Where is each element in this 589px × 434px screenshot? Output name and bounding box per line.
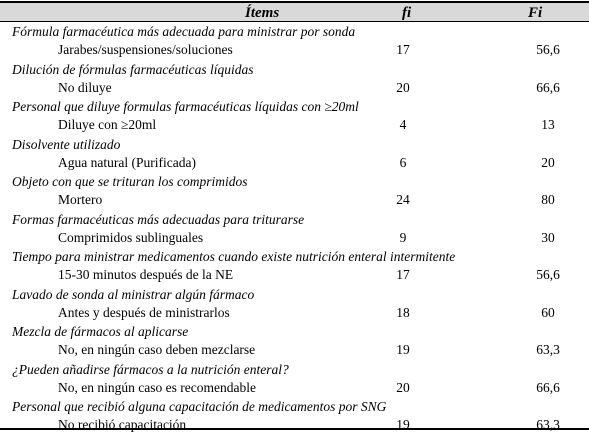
row-Fi-value: 20 xyxy=(541,154,555,170)
row-fi-value: 17 xyxy=(396,267,410,282)
row-Fi-value: 66,6 xyxy=(536,79,560,95)
table-header xyxy=(0,1,589,22)
row-title: Lavado de sonda al ministrar algún fármaco xyxy=(12,286,255,302)
row-title: Fórmula farmacéutica más adecuada para ministrar por sonda xyxy=(12,24,356,39)
row-fi-value: 20 xyxy=(396,79,410,95)
header-Fi: Fi xyxy=(528,5,543,21)
row-Fi-value: 56,6 xyxy=(536,42,560,57)
row-title: Personal que recibió alguna capacitación de medicamentos por SNG xyxy=(12,399,387,414)
row-fi-value: 24 xyxy=(396,192,410,207)
row-Fi-value: 30 xyxy=(541,229,555,245)
row-fi-value: 18 xyxy=(396,304,410,320)
row-Fi-value: 80 xyxy=(541,192,555,207)
row-answer: 15-30 minutos después de la NE xyxy=(58,267,234,282)
row-Fi-value: 66,6 xyxy=(536,379,560,395)
row-fi-value: 6 xyxy=(399,154,407,170)
row-answer: Mortero xyxy=(58,192,103,207)
header-fi: fi xyxy=(402,5,412,21)
row-fi-value: 4 xyxy=(399,117,407,132)
row-title: Mezcla de fármacos al aplicarse xyxy=(12,324,189,339)
row-answer: Diluye con ≥20ml xyxy=(58,117,157,132)
row-answer: No recibió capacitación xyxy=(58,417,187,432)
row-answer: No, en ningún caso es recomendable xyxy=(58,379,256,395)
row-Fi-value: 63,3 xyxy=(536,342,560,357)
row-answer: Antes y después de ministrarlos xyxy=(58,304,230,320)
row-Fi-value: 56,6 xyxy=(536,267,560,282)
row-answer: Comprimidos sublinguales xyxy=(58,229,204,245)
row-fi-value: 19 xyxy=(396,342,410,357)
bottom-rule xyxy=(0,428,589,430)
row-Fi-value: 63,3 xyxy=(536,417,560,432)
row-fi-value: 17 xyxy=(396,42,410,57)
row-fi-value: 9 xyxy=(399,229,407,245)
row-title: Tiempo para ministrar medicamentos cuando existe nutrición enteral intermitente xyxy=(12,249,456,264)
row-title: Personal que diluye formulas farmacéuticas líquidas con ≥20ml xyxy=(12,99,359,114)
row-title: Disolvente utilizado xyxy=(12,136,121,152)
row-fi-value: 20 xyxy=(396,379,410,395)
row-title: Formas farmacéuticas más adecuadas para triturarse xyxy=(12,211,305,227)
row-title: Objeto con que se trituran los comprimidos xyxy=(12,174,248,189)
row-fi-value: 19 xyxy=(396,417,410,432)
header-items: Ítems xyxy=(245,5,280,21)
row-answer: Jarabes/suspensiones/soluciones xyxy=(58,42,233,57)
row-title: ¿Pueden añadirse fármacos a la nutrición enteral? xyxy=(12,361,289,377)
row-answer: Agua natural (Purificada) xyxy=(58,154,196,170)
row-Fi-value: 13 xyxy=(541,117,555,132)
row-answer: No, en ningún caso deben mezclarse xyxy=(58,342,256,357)
row-Fi-value: 60 xyxy=(541,304,555,320)
row-title: Dilución de fórmulas farmacéuticas líquidas xyxy=(12,61,254,77)
row-answer: No diluye xyxy=(58,79,112,95)
